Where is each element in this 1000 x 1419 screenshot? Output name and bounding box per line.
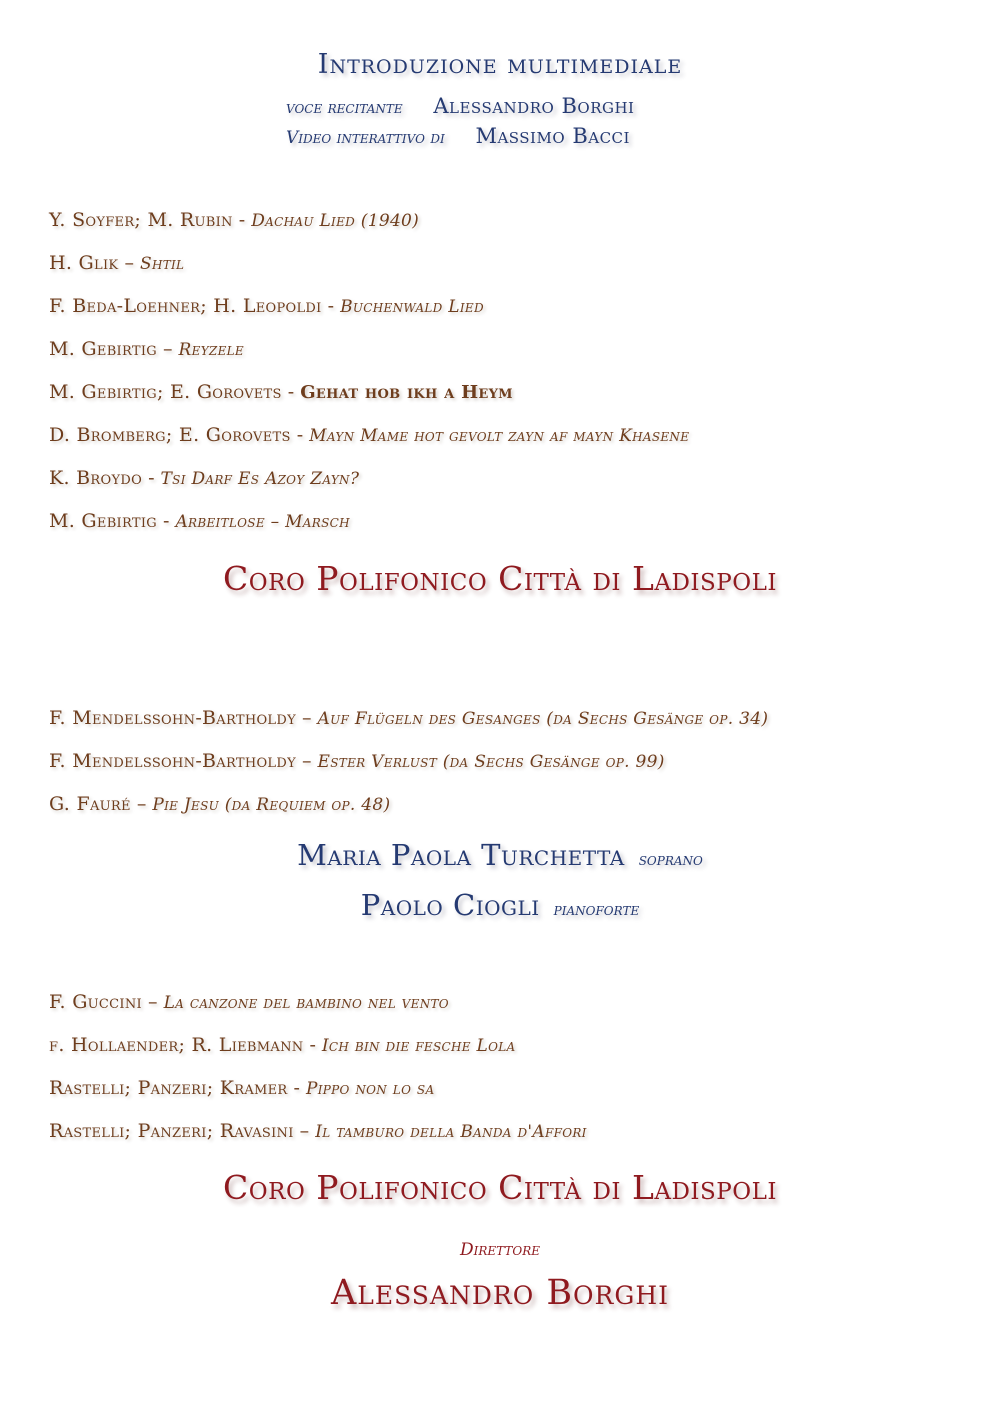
separator: - bbox=[303, 1034, 322, 1056]
separator: - bbox=[281, 381, 301, 403]
choir-heading-2: Coro Polifonico Città di Ladispoli bbox=[223, 1168, 777, 1207]
piece-title: Ester Verlust (da Sechs Gesänge op. 99) bbox=[317, 752, 665, 772]
director-label: Direttore bbox=[459, 1240, 541, 1260]
list-item bbox=[49, 1067, 587, 1110]
piece-title: Pippo non lo sa bbox=[306, 1079, 435, 1099]
performer-pianist bbox=[0, 888, 1000, 922]
composer: G. Fauré bbox=[49, 793, 131, 815]
composer: M. Gebirtig bbox=[49, 510, 157, 532]
composer: F. Mendelssohn-Bartholdy bbox=[49, 750, 296, 772]
intro-title: Introduzione multimediale bbox=[317, 49, 683, 80]
list-item bbox=[49, 242, 689, 285]
piece-title: La canzone del bambino nel vento bbox=[163, 993, 449, 1013]
composer: Rastelli; Panzeri; Ravasini bbox=[49, 1120, 294, 1142]
composer: F. Guccini bbox=[49, 991, 142, 1013]
composer: H. Glik bbox=[49, 252, 119, 274]
list-item bbox=[49, 783, 768, 826]
video-name: Massimo Bacci bbox=[475, 124, 630, 148]
piece-title: Buchenwald Lied bbox=[340, 297, 484, 317]
choir-heading-1: Coro Polifonico Città di Ladispoli bbox=[223, 559, 777, 598]
separator: – bbox=[141, 991, 164, 1013]
piece-title: Arbeitlose – Marsch bbox=[175, 512, 350, 532]
piece-title: Ich bin die fesche Lola bbox=[321, 1036, 516, 1056]
list-item bbox=[49, 981, 587, 1024]
separator: – bbox=[118, 252, 140, 274]
separator: – bbox=[130, 793, 153, 815]
list-item bbox=[49, 500, 689, 543]
performer-role: pianoforte bbox=[553, 900, 640, 920]
list-item bbox=[49, 328, 689, 371]
piece-title: Pie Jesu (da Requiem op. 48) bbox=[152, 795, 391, 815]
intro-video-line bbox=[286, 123, 726, 151]
performer-name: Maria Paola Turchetta bbox=[297, 838, 625, 872]
composer: F. Mendelssohn-Bartholdy bbox=[49, 707, 296, 729]
performer-role: soprano bbox=[638, 850, 703, 870]
separator: - bbox=[156, 510, 176, 532]
separator: - bbox=[321, 295, 341, 317]
list-item bbox=[49, 199, 689, 242]
separator: - bbox=[290, 424, 310, 446]
composer: D. Bromberg; E. Gorovets bbox=[49, 424, 291, 446]
composer: F. Beda-Loehner; H. Leopoldi bbox=[49, 295, 322, 317]
director-name: Alessandro Borghi bbox=[330, 1273, 670, 1313]
intro-voice-line bbox=[286, 93, 726, 121]
composer: Rastelli; Panzeri; Kramer bbox=[49, 1077, 288, 1099]
performer-name: Paolo Ciogli bbox=[360, 888, 540, 922]
separator: – bbox=[293, 1120, 316, 1142]
composer: M. Gebirtig; E. Gorovets bbox=[49, 381, 282, 403]
list-item bbox=[49, 1110, 587, 1153]
program-list-part2 bbox=[49, 697, 768, 826]
intro-section bbox=[0, 48, 1000, 82]
piece-title: Mayn Mame hot gevolt zayn af mayn Khasene bbox=[309, 426, 690, 446]
composer: K. Broydo bbox=[49, 467, 143, 489]
composer: Y. Soyfer; M. Rubin bbox=[49, 209, 233, 231]
list-item bbox=[49, 414, 689, 457]
composer: M. Gebirtig bbox=[49, 338, 157, 360]
video-label: Video interattivo di bbox=[286, 128, 445, 148]
piece-title: Auf Flügeln des Gesanges (da Sechs Gesänge op. 34) bbox=[317, 709, 769, 729]
separator: – bbox=[295, 750, 318, 772]
program-list-part3 bbox=[49, 981, 587, 1153]
separator: – bbox=[295, 707, 318, 729]
piece-title: Il tamburo della Banda d'Affori bbox=[315, 1122, 587, 1142]
piece-title: Gehat hob ikh a Heym bbox=[300, 382, 513, 403]
composer: f. Hollaender; R. Liebmann bbox=[49, 1034, 304, 1056]
separator: - bbox=[142, 467, 161, 489]
list-item bbox=[49, 740, 768, 783]
program-list-part1 bbox=[49, 199, 689, 543]
piece-title: Shtil bbox=[140, 254, 185, 274]
list-item bbox=[49, 1024, 587, 1067]
list-item bbox=[49, 285, 689, 328]
piece-title: Reyzele bbox=[178, 340, 244, 360]
list-item bbox=[49, 457, 689, 500]
separator: - bbox=[287, 1077, 306, 1099]
list-item bbox=[49, 371, 689, 414]
separator: - bbox=[232, 209, 252, 231]
voice-name: Alessandro Borghi bbox=[433, 94, 635, 118]
piece-title: Dachau Lied (1940) bbox=[251, 211, 420, 231]
piece-title: Tsi Darf Es Azoy Zayn? bbox=[160, 469, 360, 489]
separator: – bbox=[156, 338, 179, 360]
list-item bbox=[49, 697, 768, 740]
voice-label: voce recitante bbox=[286, 98, 403, 118]
performer-soprano bbox=[0, 838, 1000, 872]
